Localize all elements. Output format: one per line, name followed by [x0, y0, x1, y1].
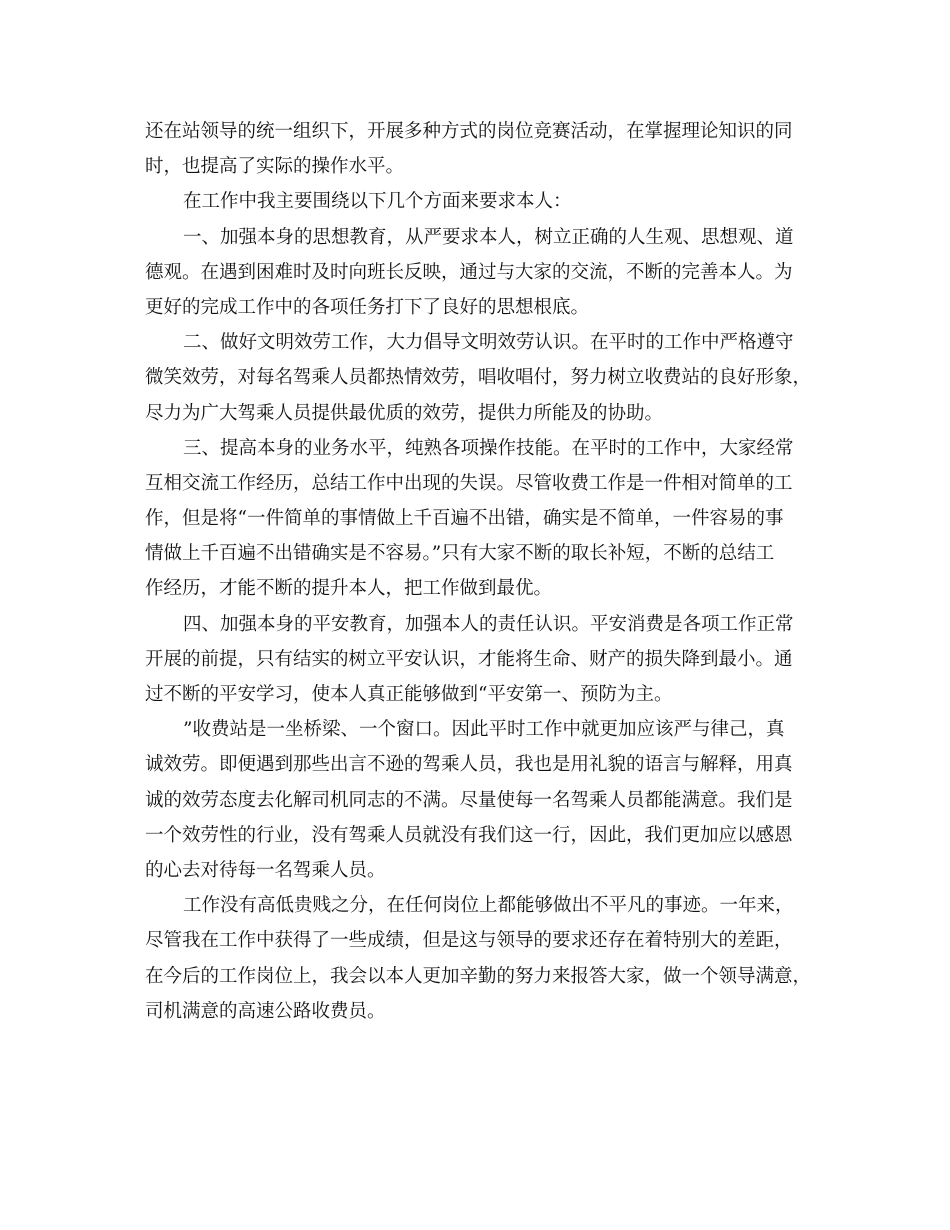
paragraph-2 [145, 184, 805, 219]
text-line: 过不断的平安学习，使本人真正能够做到“平安第一、预防为主。 [145, 684, 673, 705]
text-line: 互相交流工作经历，总结工作中出现的失误。尽管收费工作是一件相对简单的工 [145, 472, 793, 494]
paragraph-1 [145, 114, 805, 184]
text-line: 德观。在遇到困难时及时向班长反映，通过与大家的交流，不断的完善本人。为 [145, 261, 793, 283]
text-line: 开展的前提，只有结实的树立平安认识，才能将生命、财产的损失降到最小。通 [145, 648, 793, 670]
text-line: 司机满意的高速公路收费员。 [145, 1000, 386, 1022]
text-line: 诚的效劳态度去化解司机同志的不满。尽量使每一名驾乘人员都能满意。我们是 [145, 789, 793, 811]
text-line: 微笑效劳，对每名驾乘人员都热情效劳，唱收唱付，努力树立收费站的良好形象， [145, 367, 812, 389]
document-body [145, 114, 812, 1029]
text-line: 时，也提高了实际的操作水平。 [145, 156, 405, 178]
text-line: 工作没有高低贵贱之分，在任何岗位上都能够做出不平凡的事迹。一年来， [183, 895, 794, 917]
text-line: 诚效劳。即便遇到那些出言不逊的驾乘人员，我也是用礼貌的语言与解释，用真 [145, 754, 793, 776]
text-line: 更好的完成工作中的各项任务打下了良好的思想根底。 [145, 296, 590, 318]
text-line: ”收费站是一坐桥梁、一个窗口。因此平时工作中就更加应该严与律己，真 [183, 719, 785, 741]
text-line: 尽管我在工作中获得了一些成绩，但是这与领导的要求还存在着特别大的差距， [145, 930, 793, 952]
text-line: 作经历，才能不断的提升本人，把工作做到最优。 [145, 578, 553, 600]
text-line: 尽力为广大驾乘人员提供最优质的效劳，提供力所能及的协助。 [145, 402, 664, 424]
paragraph-3 [145, 220, 805, 326]
text-line: 四、加强本身的平安教育，加强本人的责任认识。平安消费是各项工作正常 [183, 613, 794, 635]
text-line: 在工作中我主要围绕以下几个方面来要求本人： [183, 191, 572, 213]
paragraph-8 [145, 888, 812, 1029]
text-line: 一、加强本身的思想教育，从严要求本人，树立正确的人生观、思想观、道 [183, 226, 794, 248]
text-line: 情做上千百遍不出错确实是不容易。”只有大家不断的取长补短，不断的总结工 [145, 543, 775, 565]
text-line: 在今后的工作岗位上，我会以本人更加辛勤的努力来报答大家，做一个领导满意， [145, 965, 812, 987]
text-line: 还在站领导的统一组织下，开展多种方式的岗位竞赛活动，在掌握理论知识的同 [145, 121, 793, 142]
paragraph-6 [145, 607, 805, 713]
paragraph-7 [145, 712, 805, 888]
text-line: 三、提高本身的业务水平，纯熟各项操作技能。在平时的工作中，大家经常 [183, 437, 794, 459]
paragraph-5 [145, 431, 805, 607]
text-line: 一个效劳性的行业，没有驾乘人员就没有我们这一行，因此，我们更加应以感恩 [145, 824, 793, 846]
text-line: 作，但是将“一件简单的事情做上千百遍不出错，确实是不简单，一件容易的事 [145, 508, 784, 530]
paragraph-4 [145, 325, 812, 431]
text-line: 的心去对待每一名驾乘人员。 [145, 859, 386, 881]
text-line: 二、做好文明效劳工作，大力倡导文明效劳认识。在平时的工作中严格遵守 [183, 332, 794, 354]
